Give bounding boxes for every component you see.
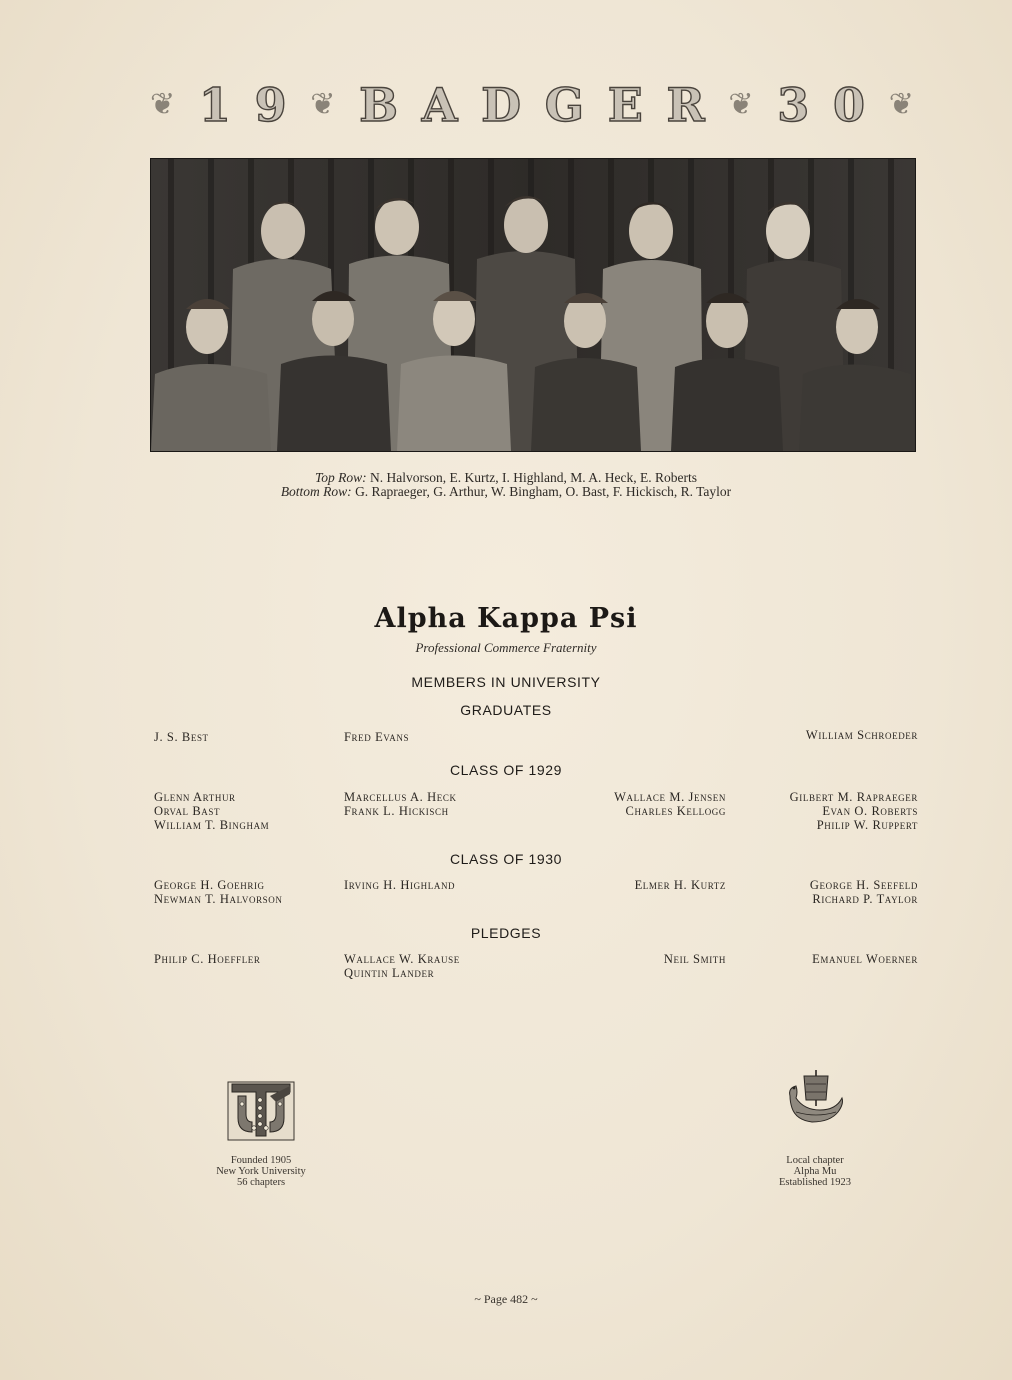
member-name: George H. Goehrig [154, 878, 265, 892]
member-name: Neil Smith [663, 952, 726, 966]
group-photo [150, 158, 916, 452]
left-emblem-line: Founded 1905 [230, 1155, 292, 1166]
caption-bottom-label: Bottom Row: [280, 484, 352, 499]
right-emblem-line: Alpha Mu [793, 1166, 837, 1177]
pledges-heading: PLEDGES [470, 925, 542, 941]
class-1929-heading: CLASS OF 1929 [449, 762, 563, 778]
member-name: William Schroeder [805, 728, 918, 742]
class-1930-col-1 [154, 878, 282, 906]
class-1929-col-4 [790, 790, 918, 832]
banner-letter: 0 [832, 78, 865, 132]
member-name: Irving H. Highland [344, 878, 456, 892]
member-name: Fred Evans [344, 730, 410, 744]
member-name: Glenn Arthur [154, 790, 236, 804]
banner-letter: 3 [777, 78, 810, 132]
group-photo-illustration [151, 159, 915, 451]
class-1930-heading: CLASS OF 1930 [449, 851, 563, 867]
banner-letter: G [544, 78, 585, 132]
member-name: Marcellus A. Heck [344, 790, 457, 804]
banner-letter: R [666, 78, 705, 132]
left-emblem-line: New York University [216, 1166, 306, 1177]
pledges-col-1 [154, 952, 261, 966]
class-1929-col-2 [344, 790, 457, 818]
banner-letter: B [359, 78, 399, 132]
member-name: Orval Bast [154, 804, 221, 818]
page-number: ~ Page 482 ~ [474, 1292, 538, 1306]
member-name: Wallace W. Krause [344, 952, 460, 966]
banner-letter: E [607, 78, 643, 132]
fraternity-crest-icon [224, 1078, 298, 1144]
member-name: Evan O. Roberts [822, 804, 918, 818]
member-name: J. S. Best [154, 730, 209, 744]
banner-letter: 9 [254, 78, 287, 132]
banner-letter: A [421, 78, 458, 132]
caption-bottom-row [0, 485, 1012, 499]
member-name: Emanuel Woerner [812, 952, 918, 966]
graduates-col-2 [344, 730, 409, 744]
member-name: Philip C. Hoeffler [154, 952, 261, 966]
member-name: Elmer H. Kurtz [634, 878, 726, 892]
member-name: George H. Seefeld [809, 878, 918, 892]
left-emblem-line: 56 chapters [236, 1177, 286, 1188]
caption-bottom-names: G. Rapraeger, G. Arthur, W. Bingham, O. Bast, F. Hickisch, R. Taylor [355, 484, 732, 499]
members-heading: MEMBERS IN UNIVERSITY [411, 674, 601, 690]
graduates-col-1 [154, 730, 209, 744]
class-1930-col-3 [635, 878, 726, 892]
member-name: Quintin Lander [344, 966, 435, 980]
class-1929-col-1 [154, 790, 269, 832]
caption-top-label: Top Row: [315, 470, 367, 485]
member-name: Richard P. Taylor [812, 892, 918, 906]
member-name: Wallace M. Jensen [614, 790, 726, 804]
fraternity-title: Alpha Kappa Psi [374, 603, 638, 634]
member-name: Gilbert M. Rapraeger [789, 790, 918, 804]
member-name: Charles Kellogg [625, 804, 726, 818]
graduates-col-4 [806, 728, 918, 742]
banner-ornament-icon: ❦ [150, 87, 176, 122]
right-emblem-line: Local chapter [786, 1155, 844, 1166]
caption-top-row [0, 471, 1012, 485]
fraternity-subtitle: Professional Commerce Fraternity [415, 640, 597, 655]
badger-banner [150, 80, 914, 130]
pledges-col-4 [812, 952, 918, 966]
class-1930-col-4 [810, 878, 918, 906]
banner-letter: 1 [198, 78, 231, 132]
banner-ornament-icon: ❦ [728, 87, 754, 122]
member-name: Frank L. Hickisch [344, 804, 449, 818]
right-emblem-caption [752, 1155, 878, 1188]
member-name: Philip W. Ruppert [816, 818, 918, 832]
member-name: William T. Bingham [154, 818, 270, 832]
class-1929-col-3 [614, 790, 726, 818]
banner-ornament-icon: ❦ [888, 87, 914, 122]
left-emblem-caption [196, 1155, 326, 1188]
pledges-col-2 [344, 952, 460, 980]
banner-letter: D [481, 78, 522, 132]
caption-top-names: N. Halvorson, E. Kurtz, I. Highland, M. A. Heck, E. Roberts [370, 470, 697, 485]
graduates-heading: GRADUATES [460, 702, 552, 718]
right-emblem-line: Established 1923 [778, 1177, 852, 1188]
banner-ornament-icon: ❦ [310, 87, 336, 122]
viking-ship-icon [786, 1066, 846, 1128]
member-name: Newman T. Halvorson [154, 892, 283, 906]
class-1930-col-2 [344, 878, 455, 892]
pledges-col-3 [664, 952, 726, 966]
